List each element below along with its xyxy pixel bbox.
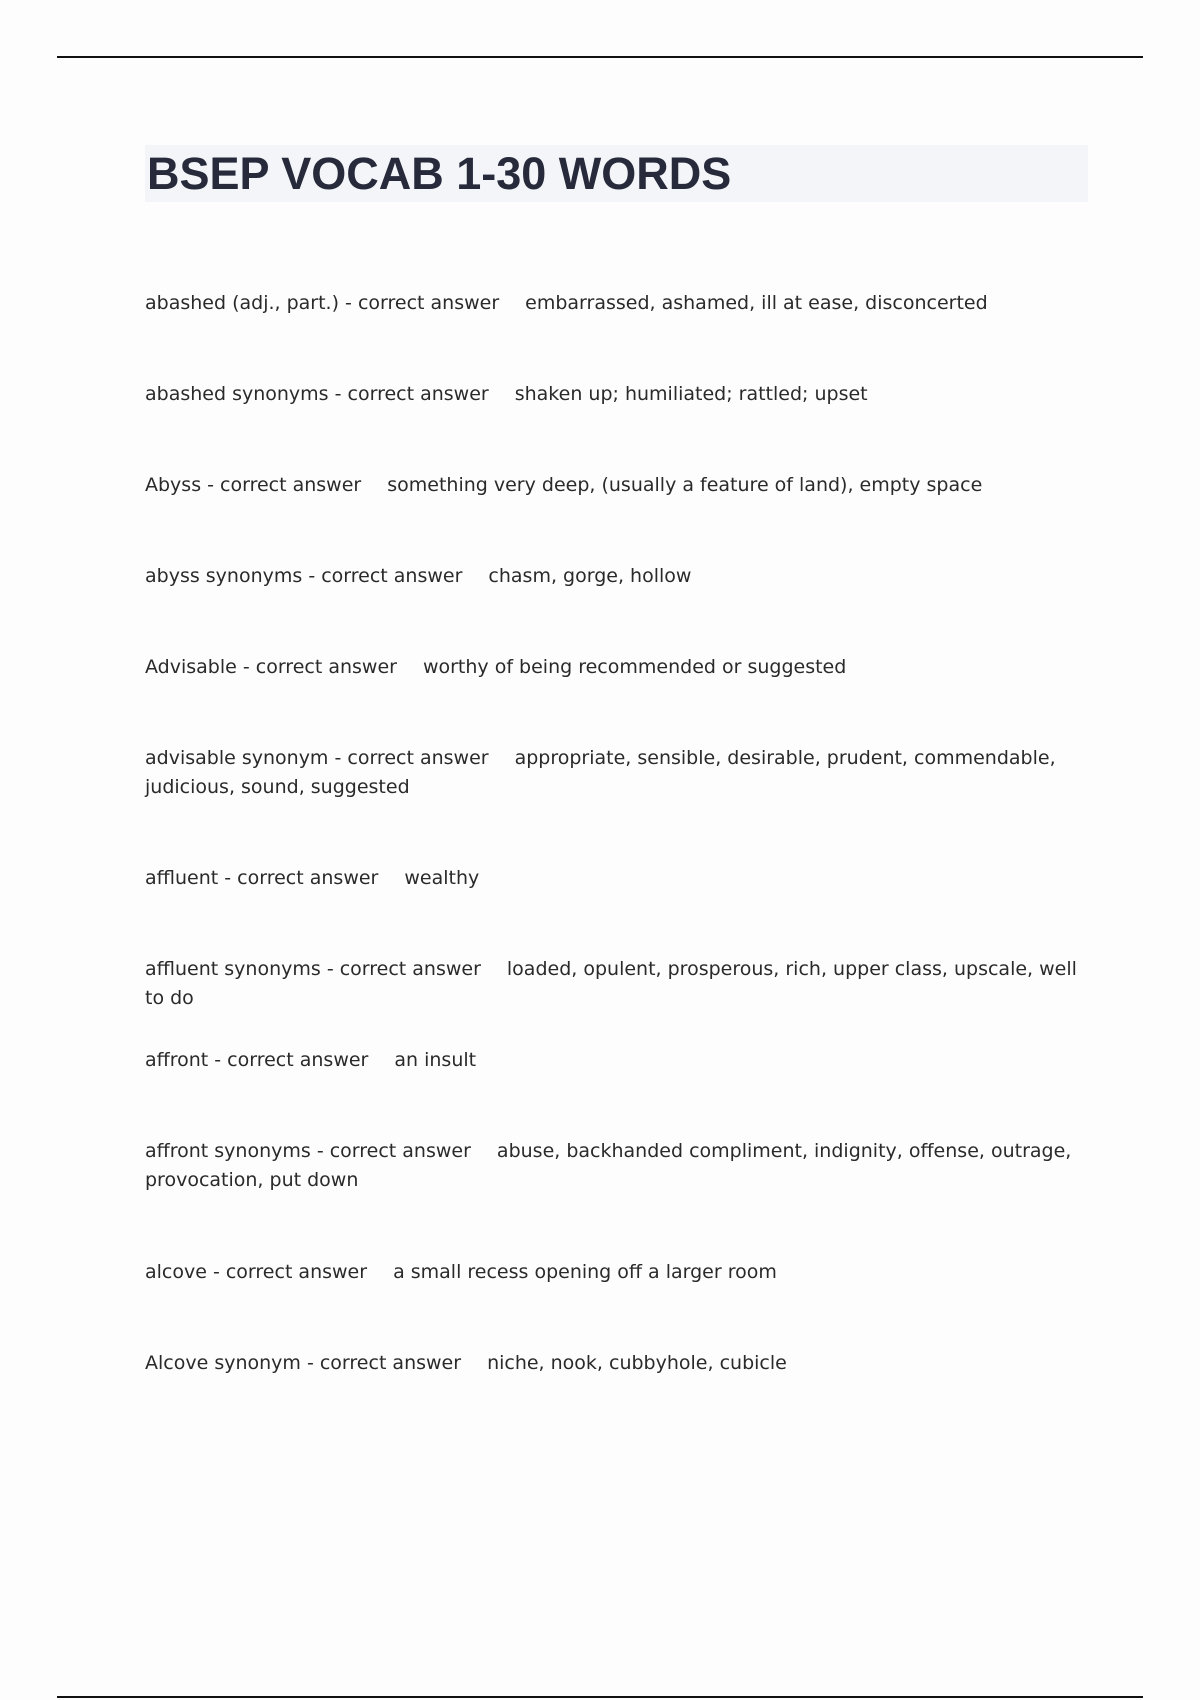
vocab-definition: wealthy (404, 867, 480, 889)
vocab-term: abashed (adj., part.) - correct answer (145, 292, 500, 314)
vocab-definition: something very deep, (usually a feature of land), empty space (387, 474, 983, 496)
vocab-term: Alcove synonym - correct answer (145, 1352, 462, 1374)
vocab-definition: an insult (394, 1049, 477, 1071)
vocab-entry (145, 1258, 1090, 1287)
vocab-term: Abyss - correct answer (145, 474, 362, 496)
vocab-definition: abuse, backhanded compliment, indignity, offense, outrage, provocation, put down (145, 1140, 1072, 1191)
vocab-term: affront synonyms - correct answer (145, 1140, 471, 1162)
vocab-entry (145, 1349, 1090, 1378)
vocab-entry (145, 864, 1090, 893)
top-divider (57, 56, 1143, 58)
vocab-entry (145, 653, 1090, 682)
vocab-term: Advisable - correct answer (145, 656, 397, 678)
vocab-term: affluent - correct answer (145, 867, 379, 889)
vocab-entry (145, 380, 1090, 409)
vocab-definition: embarrassed, ashamed, ill at ease, disconcerted (525, 292, 988, 314)
vocab-term: affluent synonyms - correct answer (145, 958, 481, 980)
vocab-entry (145, 1046, 1090, 1075)
vocab-definition: a small recess opening off a larger room (393, 1261, 777, 1283)
vocab-definition: niche, nook, cubbyhole, cubicle (487, 1352, 787, 1374)
vocab-definition: loaded, opulent, prosperous, rich, upper class, upscale, well to do (145, 958, 1077, 1009)
vocab-entry (145, 744, 1090, 802)
vocab-entry (145, 955, 1090, 1013)
vocab-entry (145, 1137, 1090, 1195)
vocab-term: alcove - correct answer (145, 1261, 368, 1283)
vocab-entry (145, 289, 1090, 318)
vocab-entry (145, 562, 1090, 591)
vocab-entry (145, 471, 1090, 500)
title-banner (145, 145, 1088, 202)
vocab-definition: worthy of being recommended or suggested (422, 656, 847, 678)
vocab-definition: chasm, gorge, hollow (488, 565, 692, 587)
vocab-definition: appropriate, sensible, desirable, prudent, commendable, judicious, sound, suggested (145, 747, 1056, 798)
vocab-term: abashed synonyms - correct answer (145, 383, 489, 405)
page-title: BSEP VOCAB 1-30 WORDS (147, 148, 732, 199)
vocab-term: abyss synonyms - correct answer (145, 565, 463, 587)
vocab-term: affront - correct answer (145, 1049, 369, 1071)
bottom-divider (57, 1696, 1143, 1698)
vocab-term: advisable synonym - correct answer (145, 747, 489, 769)
vocab-definition: shaken up; humiliated; rattled; upset (514, 383, 868, 405)
